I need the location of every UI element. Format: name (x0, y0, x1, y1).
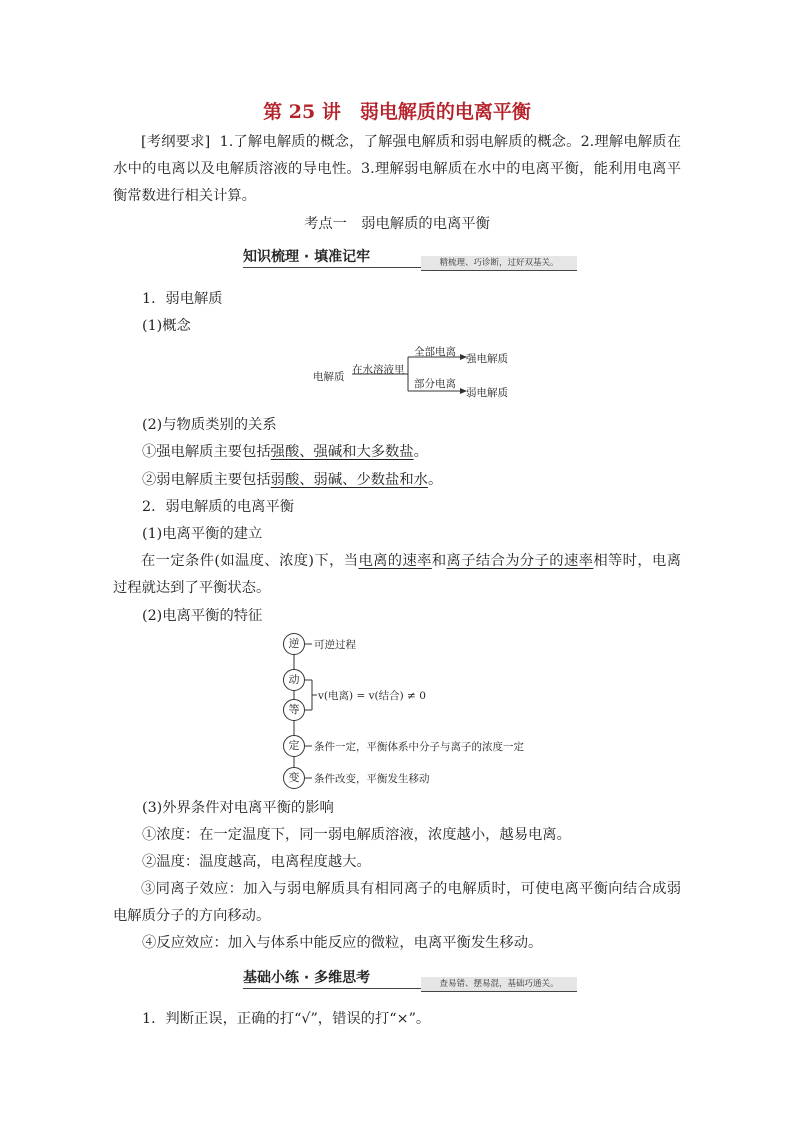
practice-banner-title: 基础小练 · 多维思考 (243, 970, 371, 986)
concept-top-result: 强电解质 (466, 353, 508, 365)
concept-diagram (300, 338, 530, 402)
establish-prefix: 在一定条件(如温度、浓度)下，当 (141, 553, 359, 569)
feature-ni: 逆 (283, 633, 305, 655)
concept-top-label: 全部电离 (414, 346, 456, 358)
heading-features: (2)电离平衡的特征 (142, 608, 263, 624)
strong-prefix: ①强电解质主要包括 (142, 444, 271, 460)
feature-bian: 变 (283, 767, 305, 789)
weak-prefix: ②弱电解质主要包括 (142, 472, 271, 488)
establish-answer-1: 电离的速率 (358, 553, 432, 569)
requirements-label: [考纲要求] (141, 134, 211, 150)
establish-suffix: 相等时，电离过程就达到了平衡状态。 (113, 553, 682, 596)
concept-condition: 在水溶液里 (352, 364, 405, 376)
requirements-text: 1.了解电解质的概念，了解强电解质和弱电解质的概念。2.理解电解质在水中的电离以及电解质溶液的导电性。3.理解弱电解质在水中的电离平衡，能利用电离平衡常数进行相关计算。 (113, 134, 682, 204)
strong-electrolytes (142, 439, 428, 466)
banner-slogan: 精梳理、巧诊断，过好双基关。 (421, 256, 577, 271)
feature-dong: 动 (283, 669, 305, 691)
condition-concentration: ①浓度：在一定温度下，同一弱电解质溶液，浓度越小，越易电离。 (142, 827, 571, 843)
concept-root: 电解质 (313, 371, 345, 383)
heading-conditions: (3)外界条件对电离平衡的影响 (142, 800, 334, 816)
section-heading: 考点一 弱电解质的电离平衡 (304, 216, 490, 232)
exam-requirements (113, 129, 681, 210)
weak-answer: 弱酸、弱碱、少数盐和水 (270, 472, 428, 488)
concept-bottom-label: 部分电离 (414, 378, 456, 390)
heading-concept: (1)概念 (142, 318, 191, 334)
feature-ding: 定 (283, 735, 305, 757)
establish-paragraph (113, 548, 681, 602)
question-1: 1．判断正误，正确的打“√”，错误的打“×”。 (142, 1011, 431, 1027)
feature-ding-text: 条件一定，平衡体系中分子与离子的浓度一定 (314, 741, 524, 753)
weak-electrolytes (142, 467, 442, 494)
practice-banner-slogan: 查易错、摆易混，基础巧通关。 (421, 977, 577, 992)
heading-equilibrium: 2．弱电解质的电离平衡 (142, 499, 295, 515)
features-lines (282, 632, 552, 792)
condition-temperature: ②温度：温度越高，电离程度越大。 (142, 854, 371, 870)
page-title: 第 25 讲 弱电解质的电离平衡 (263, 101, 531, 123)
heading-category: (2)与物质类别的关系 (142, 417, 277, 433)
heading-weak-electrolyte: 1．弱电解质 (142, 291, 223, 307)
features-diagram (282, 632, 552, 792)
heading-establish: (1)电离平衡的建立 (142, 526, 263, 542)
feature-deng-text: v(电离) = v(结合) ≠ 0 (318, 690, 426, 702)
condition-reaction: ④反应效应：加入与体系中能反应的微粒，电离平衡发生移动。 (142, 935, 543, 951)
establish-answer-2: 离子结合为分子的速率 (446, 553, 594, 569)
strong-answer: 强酸、强碱和大多数盐 (270, 444, 414, 460)
knowledge-banner (243, 247, 577, 271)
banner-title: 知识梳理 · 填准记牢 (243, 249, 371, 265)
strong-suffix: 。 (413, 444, 428, 460)
practice-banner (243, 968, 577, 992)
feature-deng: 等 (283, 699, 305, 721)
establish-mid: 和 (431, 553, 447, 569)
weak-suffix: 。 (427, 472, 443, 488)
feature-ni-text: 可逆过程 (314, 639, 356, 651)
concept-bottom-result: 弱电解质 (466, 387, 508, 399)
feature-bian-text: 条件改变，平衡发生移动 (314, 773, 430, 785)
condition-common-ion: ③同离子效应：加入与弱电解质具有相同离子的电解质时，可使电离平衡向结合成弱电解质分子的方向移动。 (113, 881, 681, 924)
